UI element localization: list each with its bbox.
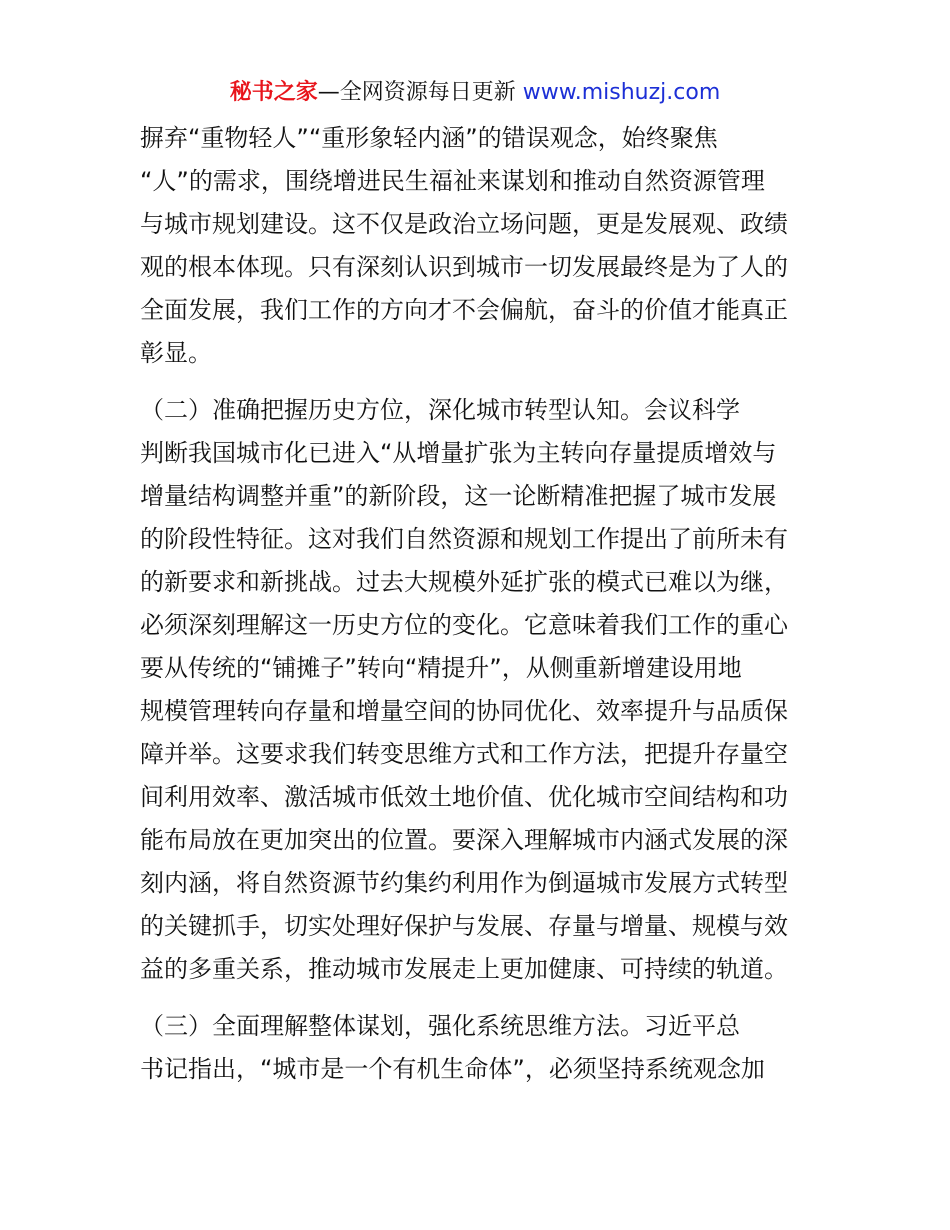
text-line: 全面发展，我们工作的方向才不会偏航，奋斗的价值才能真正 — [140, 296, 788, 324]
paragraph — [140, 1005, 820, 1091]
text-line: 能布局放在更加突出的位置。要深入理解城市内涵式发展的深 — [140, 826, 788, 854]
text-line: （二）准确把握历史方位，深化城市转型认知。会议科学 — [140, 396, 740, 424]
site-brand: 秘书之家 — [229, 80, 318, 105]
text-line: 必须深刻理解这一历史方位的变化。它意味着我们工作的重心 — [140, 611, 788, 639]
text-line: 要从传统的“铺摊子”转向“精提升”，从侧重新增建设用地 — [140, 654, 742, 682]
site-tagline: —全网资源每日更新 — [317, 80, 523, 105]
paragraph-spacer — [140, 375, 820, 389]
paragraph-spacer — [140, 991, 820, 1005]
document-body — [140, 117, 820, 1091]
text-line: 障并举。这要求我们转变思维方式和工作方法，把提升存量空 — [140, 740, 788, 768]
text-line: 彰显。 — [140, 339, 212, 367]
text-line: （三）全面理解整体谋划，强化系统思维方法。习近平总 — [140, 1012, 740, 1040]
site-header — [0, 78, 950, 108]
text-line: 规模管理转向存量和增量空间的协同优化、效率提升与品质保 — [140, 697, 788, 725]
text-line: 书记指出，“城市是一个有机生命体”，必须坚持系统观念加 — [140, 1055, 765, 1083]
text-line: 的阶段性特征。这对我们自然资源和规划工作提出了前所未有 — [140, 525, 788, 553]
paragraph — [140, 117, 820, 375]
text-line: 观的根本体现。只有深刻认识到城市一切发展最终是为了人的 — [140, 253, 788, 281]
text-line: 的新要求和新挑战。过去大规模外延扩张的模式已难以为继， — [140, 568, 788, 596]
text-line: 益的多重关系，推动城市发展走上更加健康、可持续的轨道。 — [140, 955, 788, 983]
text-line: 与城市规划建设。这不仅是政治立场问题，更是发展观、政绩 — [140, 210, 788, 238]
text-line: 摒弃“重物轻人”“重形象轻内涵”的错误观念，始终聚焦 — [140, 124, 718, 152]
text-line: 判断我国城市化已进入“从增量扩张为主转向存量提质增效与 — [140, 439, 777, 467]
text-line: 增量结构调整并重”的新阶段，这一论断精准把握了城市发展 — [140, 482, 777, 510]
text-line: 间利用效率、激活城市低效土地价值、优化城市空间结构和功 — [140, 783, 788, 811]
paragraph — [140, 389, 820, 991]
site-url-link[interactable]: www.mishuzj.com — [522, 80, 721, 105]
text-line: 刻内涵，将自然资源节约集约利用作为倒逼城市发展方式转型 — [140, 869, 788, 897]
text-line: 的关键抓手，切实处理好保护与发展、存量与增量、规模与效 — [140, 912, 788, 940]
text-line: “人”的需求，围绕增进民生福祉来谋划和推动自然资源管理 — [140, 167, 765, 195]
